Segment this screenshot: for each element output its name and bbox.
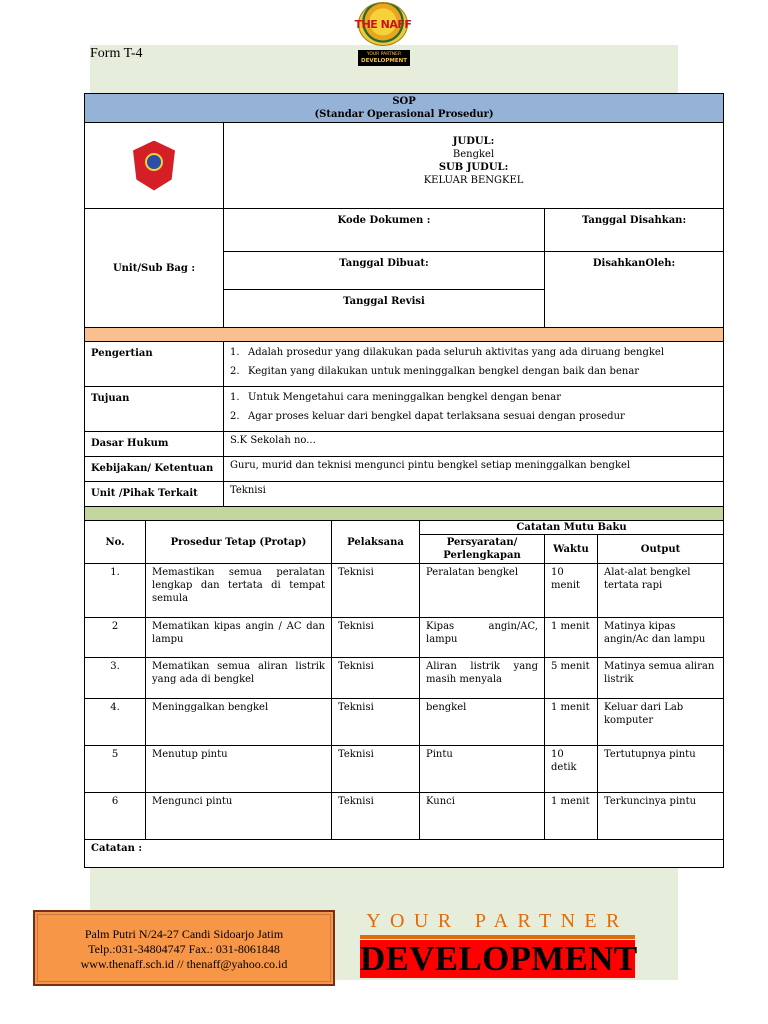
table-row <box>85 746 724 793</box>
table-row <box>85 793 724 840</box>
row-persyaratan: Kipas angin/AC, lampu <box>420 618 545 658</box>
title-row <box>85 123 724 209</box>
green-band <box>85 507 724 521</box>
sop-table <box>84 93 724 868</box>
green-band-row <box>85 507 724 521</box>
row-prosedur: Mematikan semua aliran listrik yang ada di bengkel <box>146 658 332 699</box>
naff-logo-tagline-line2: DEVELOPMENT <box>361 58 407 64</box>
sub-judul-value: KELUAR BENGKEL <box>423 175 524 186</box>
school-emblem-icon <box>131 139 177 193</box>
table-row <box>85 699 724 746</box>
row-waktu: 1 menit <box>545 699 598 746</box>
tujuan-label: Tujuan <box>85 387 224 432</box>
row-no: 1. <box>85 564 146 618</box>
row-output: Tertutupnya pintu <box>598 746 724 793</box>
row-waktu: 10 detik <box>545 746 598 793</box>
judul-label: JUDUL: <box>452 136 495 147</box>
row-persyaratan: Peralatan bengkel <box>420 564 545 618</box>
col-waktu-header: Waktu <box>545 535 598 564</box>
table-row <box>85 564 724 618</box>
tanggal-revisi-label: Tanggal Revisi <box>224 290 545 328</box>
unit-terkait-value: Teknisi <box>224 482 724 507</box>
sop-subtitle: (Standar Operasional Prosedur) <box>314 109 494 120</box>
row-pelaksana: Teknisi <box>332 746 420 793</box>
pengertian-item: 1. Adalah prosedur yang dilakukan pada seluruh aktivitas yang ada diruang bengkel <box>230 347 665 358</box>
footer-address-line3: www.thenaff.sch.id // thenaff@yahoo.co.id <box>80 957 288 971</box>
unit-terkait-row <box>85 482 724 507</box>
col-persyaratan-header: Persyaratan/ Perlengkapan <box>420 535 545 564</box>
unit-terkait-label: Unit /Pihak Terkait <box>85 482 224 507</box>
row-no: 6 <box>85 793 146 840</box>
col-no-header: No. <box>85 521 146 564</box>
dasar-hukum-row <box>85 432 724 457</box>
naff-logo-name: THE NAFF <box>354 18 412 31</box>
tujuan-item: 2. Agar proses keluar dari bengkel dapat terlaksana sesuai dengan prosedur <box>230 411 625 422</box>
row-waktu: 1 menit <box>545 793 598 840</box>
row-no: 5 <box>85 746 146 793</box>
tujuan-content <box>224 387 724 432</box>
row-pelaksana: Teknisi <box>332 618 420 658</box>
naff-logo-tagline-line1: YOUR PARTNER <box>366 52 402 57</box>
naff-logo <box>350 2 416 68</box>
form-code: Form T-4 <box>90 46 143 61</box>
footer-address-line1: Palm Putri N/24-27 Candi Sidoarjo Jatim <box>84 927 284 941</box>
dasar-hukum-label: Dasar Hukum <box>85 432 224 457</box>
row-waktu: 10 menit <box>545 564 598 618</box>
disahkan-oleh-label: DisahkanOleh: <box>545 252 724 328</box>
row-persyaratan: Pintu <box>420 746 545 793</box>
orange-band-row <box>85 328 724 342</box>
table-row <box>85 618 724 658</box>
col-catatan-mutu-header: Catatan Mutu Baku <box>420 521 724 535</box>
school-emblem-cell <box>85 123 224 209</box>
row-prosedur: Menutup pintu <box>146 746 332 793</box>
row-output: Matinya semua aliran listrik <box>598 658 724 699</box>
footer-slogan-partner: YOUR PARTNER <box>366 910 629 932</box>
row-persyaratan: bengkel <box>420 699 545 746</box>
footer-address-line2: Telp.:031-34804747 Fax.: 031-8061848 <box>88 942 280 956</box>
pengertian-label: Pengertian <box>85 342 224 387</box>
footer-address-box <box>33 910 335 986</box>
kebijakan-row <box>85 457 724 482</box>
tanggal-disahkan-label: Tanggal Disahkan: <box>545 209 724 252</box>
tujuan-row <box>85 387 724 432</box>
doc-row-1 <box>85 209 724 252</box>
naff-logo-tagline <box>358 50 410 66</box>
title-block <box>224 123 724 209</box>
catatan-row <box>85 840 724 868</box>
sop-header-row <box>85 94 724 123</box>
row-waktu: 1 menit <box>545 618 598 658</box>
row-prosedur: Memastikan semua peralatan lengkap dan tertata di tempat semula <box>146 564 332 618</box>
pengertian-item: 2. Kegitan yang dilakukan untuk meninggalkan bengkel dengan baik dan benar <box>230 366 640 377</box>
sop-header <box>85 94 724 123</box>
kebijakan-value: Guru, murid dan teknisi mengunci pintu bengkel setiap meninggalkan bengkel <box>224 457 724 482</box>
row-pelaksana: Teknisi <box>332 699 420 746</box>
col-pelaksana-header: Pelaksana <box>332 521 420 564</box>
row-no: 4. <box>85 699 146 746</box>
tujuan-item: 1. Untuk Mengetahui cara meninggalkan bengkel dengan benar <box>230 392 562 403</box>
col-prosedur-header: Prosedur Tetap (Protap) <box>146 521 332 564</box>
procedure-header-row-1 <box>85 521 724 535</box>
row-no: 2 <box>85 618 146 658</box>
footer-slogan-development: DEVELOPMENT <box>360 939 638 978</box>
row-output: Keluar dari Lab komputer <box>598 699 724 746</box>
row-output: Matinya kipas angin/Ac dan lampu <box>598 618 724 658</box>
sub-judul-label: SUB JUDUL: <box>438 162 509 173</box>
row-output: Alat-alat bengkel tertata rapi <box>598 564 724 618</box>
sop-title: SOP <box>392 96 416 107</box>
judul-value: Bengkel <box>452 149 495 160</box>
row-persyaratan: Aliran listrik yang masih menyala <box>420 658 545 699</box>
row-prosedur: Mematikan kipas angin / AC dan lampu <box>146 618 332 658</box>
unit-sub-bag-label: Unit/Sub Bag : <box>85 209 224 328</box>
table-row <box>85 658 724 699</box>
kebijakan-label: Kebijakan/ Ketentuan <box>85 457 224 482</box>
kode-dokumen-label: Kode Dokumen : <box>224 209 545 252</box>
row-persyaratan: Kunci <box>420 793 545 840</box>
row-prosedur: Meninggalkan bengkel <box>146 699 332 746</box>
catatan-label: Catatan : <box>85 840 724 868</box>
row-pelaksana: Teknisi <box>332 564 420 618</box>
row-waktu: 5 menit <box>545 658 598 699</box>
col-output-header: Output <box>598 535 724 564</box>
row-no: 3. <box>85 658 146 699</box>
dasar-hukum-value: S.K Sekolah no... <box>224 432 724 457</box>
pengertian-row <box>85 342 724 387</box>
tanggal-dibuat-label: Tanggal Dibuat: <box>224 252 545 290</box>
row-pelaksana: Teknisi <box>332 793 420 840</box>
row-prosedur: Mengunci pintu <box>146 793 332 840</box>
row-pelaksana: Teknisi <box>332 658 420 699</box>
orange-band <box>85 328 724 342</box>
row-output: Terkuncinya pintu <box>598 793 724 840</box>
pengertian-content <box>224 342 724 387</box>
